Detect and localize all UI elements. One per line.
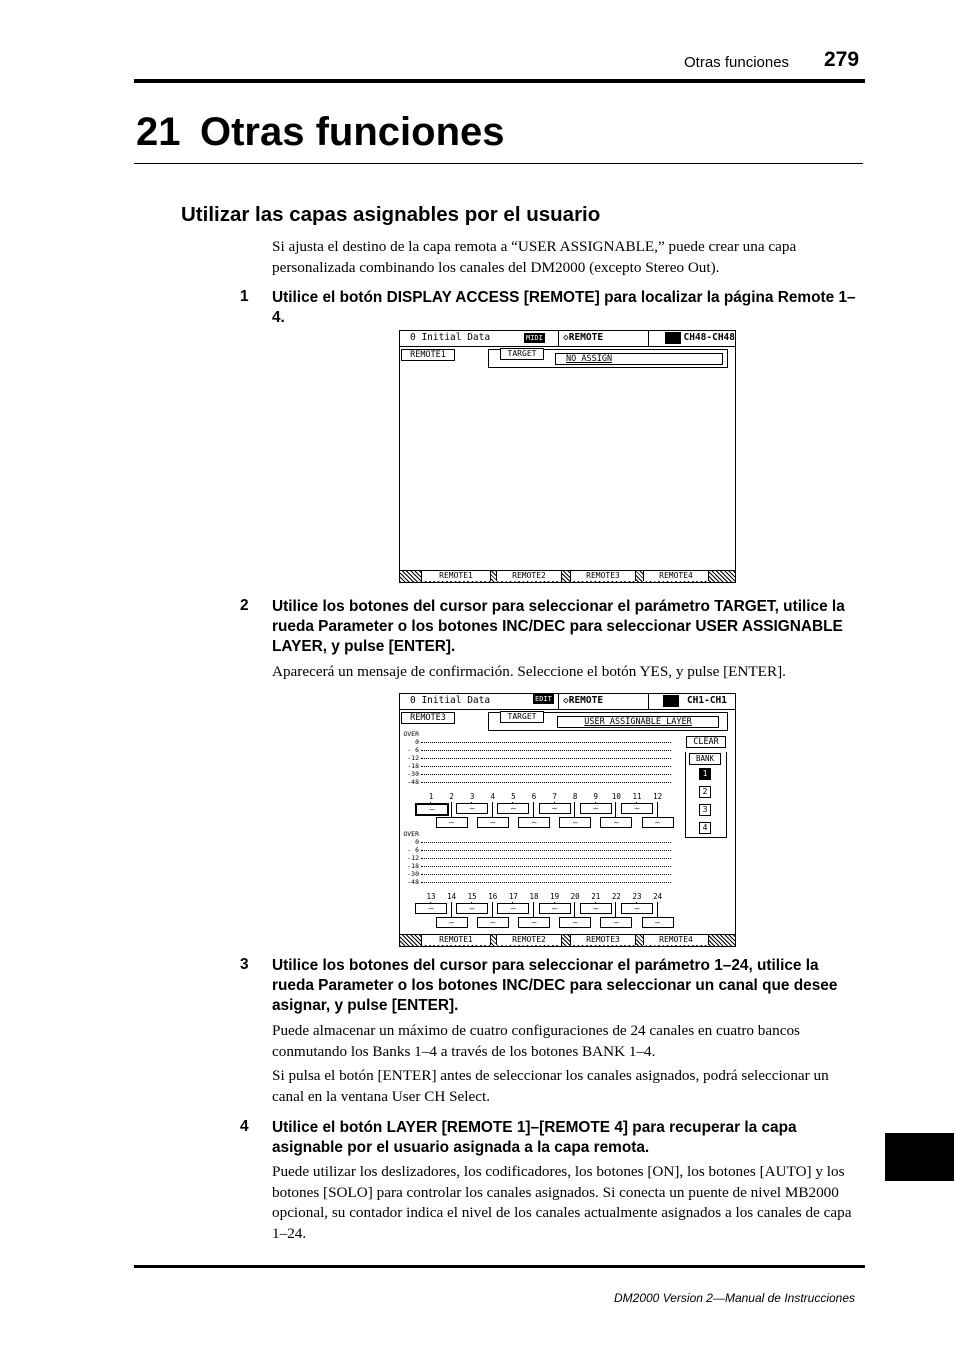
slot-connector: [657, 902, 658, 917]
clear-button[interactable]: CLEAR: [686, 736, 726, 748]
channel-number: 6: [531, 792, 537, 801]
slot-connector: [636, 802, 637, 804]
channel-number: 4: [490, 792, 496, 801]
screen-title-bar: [400, 331, 735, 347]
bank-button-1[interactable]: 1: [699, 768, 711, 780]
fs-icon: [665, 332, 681, 344]
tab-remote3[interactable]: REMOTE3: [570, 935, 636, 945]
page-name: ◇REMOTE: [558, 331, 649, 346]
mode-badge: MIDI: [526, 334, 543, 342]
channel-number: 3: [469, 792, 475, 801]
chapter-number: 21: [136, 110, 181, 154]
slot-connector: [615, 802, 616, 817]
channel-number: 15: [467, 892, 477, 901]
channel-slot[interactable]: –: [477, 817, 509, 828]
channel-number: 11: [632, 792, 642, 801]
screen-title-bar: [400, 694, 735, 710]
channel-slot[interactable]: –: [415, 803, 449, 816]
step-number: 1: [240, 288, 249, 305]
bank-button-2[interactable]: 2: [699, 786, 711, 798]
channel-number: 9: [593, 792, 599, 801]
channel-label: CH1-CH1: [644, 694, 735, 709]
channel-number: 2: [449, 792, 454, 801]
header-rule: [134, 79, 865, 83]
channel-slot[interactable]: –: [580, 903, 612, 914]
channel-number: 5: [511, 792, 516, 801]
meter-scale-label: -18: [407, 762, 419, 770]
meter-gridline: [421, 874, 671, 875]
slot-connector: [451, 802, 452, 817]
channel-label: CH48-CH48: [644, 331, 736, 346]
slot-connector: [430, 802, 431, 804]
meter-scale-label: OVER: [403, 730, 419, 738]
channel-slot[interactable]: –: [518, 817, 550, 828]
slot-connector: [554, 802, 555, 804]
channel-number: 22: [611, 892, 621, 901]
tab-remote1[interactable]: REMOTE1: [421, 571, 491, 581]
meter-scale-label: OVER: [403, 830, 419, 838]
channel-number: 12: [653, 792, 663, 801]
scene-label: 0 Initial Data: [410, 695, 491, 706]
channel-slot[interactable]: –: [477, 917, 509, 928]
channel-slot[interactable]: –: [497, 803, 529, 814]
tab-remote2[interactable]: REMOTE2: [496, 935, 562, 945]
tab-bar: [400, 570, 735, 582]
step-number: 4: [240, 1118, 249, 1135]
chapter-thumb-tab: [885, 1133, 954, 1181]
tab-remote4[interactable]: REMOTE4: [643, 935, 709, 945]
channel-number: 8: [572, 792, 578, 801]
meter-gridline: [421, 742, 671, 743]
slot-connector: [512, 902, 513, 904]
meter-gridline: [421, 766, 671, 767]
step-note: Puede utilizar los deslizadores, los codificadores, los botones [ON], los botones [AUTO] y los botones [SOLO] para controlar los canales asignados. Si conecta un puente de nivel MB2000 opcional, su contador indica el nivel de los canales actualmente asignados a los canales de capa 1–24.: [272, 1163, 852, 1242]
footer-text: DM2000 Version 2—Manual de Instrucciones: [614, 1291, 856, 1305]
target-select[interactable]: NO ASSIGN: [555, 353, 723, 365]
channel-number: 24: [653, 892, 663, 901]
bank-button-3[interactable]: 3: [699, 804, 711, 816]
slot-connector: [554, 902, 555, 904]
step-text: Utilice el botón DISPLAY ACCESS [REMOTE] para localizar la página Remote 1–4.: [272, 289, 856, 326]
meter-scale-label: - 6: [407, 846, 419, 854]
channel-number: 21: [591, 892, 601, 901]
channel-number: 18: [529, 892, 539, 901]
meter-scale-label: -48: [407, 778, 419, 786]
target-select[interactable]: USER ASSIGNABLE LAYER: [557, 716, 719, 728]
tab-remote3[interactable]: REMOTE3: [570, 571, 636, 581]
slot-connector: [636, 902, 637, 904]
mode-badge: EDIT: [535, 695, 552, 703]
intro-paragraph: Si ajusta el destino de la capa remota a “USER ASSIGNABLE,” puede crear una capa personalizada combinando los canales del DM2000 (excepto Stereo Out).: [272, 238, 797, 276]
step-number: 2: [240, 597, 249, 614]
meter-gridline: [421, 882, 671, 883]
slot-connector: [574, 902, 575, 917]
channel-slot[interactable]: –: [600, 917, 632, 928]
layer-label: REMOTE1: [401, 349, 455, 361]
channel-number: 23: [632, 892, 642, 901]
slot-connector: [595, 802, 596, 804]
slot-connector: [492, 802, 493, 817]
slot-connector: [492, 902, 493, 917]
meter-gridline: [421, 782, 671, 783]
meter-scale-label: - 6: [407, 746, 419, 754]
channel-number: 7: [552, 792, 557, 801]
bank-label: BANK: [689, 753, 721, 765]
target-label: TARGET: [500, 348, 544, 360]
channel-slot[interactable]: –: [642, 817, 674, 828]
step-note: Puede almacenar un máximo de cuatro configuraciones de 24 canales en cuatro bancos conmutando los Banks 1–4 a través de los botones BANK 1–4.: [272, 1022, 800, 1060]
running-header-label: Otras funciones: [684, 54, 790, 71]
meter-gridline: [421, 858, 671, 859]
meter-gridline: [421, 850, 671, 851]
channel-number: 20: [570, 892, 580, 901]
channel-slot[interactable]: –: [600, 817, 632, 828]
meter-scale-label: -12: [407, 754, 419, 762]
channel-slot[interactable]: –: [436, 917, 468, 928]
slot-connector: [512, 802, 513, 804]
channel-slot[interactable]: –: [456, 803, 488, 814]
step-text: Utilice el botón LAYER [REMOTE 1]–[REMOTE 4] para recuperar la capa asignable por el usuario asignada a la capa remota.: [272, 1119, 797, 1156]
meter-scale-label: -12: [407, 854, 419, 862]
slot-connector: [533, 802, 534, 817]
chapter-rule: [134, 163, 863, 164]
channel-slot[interactable]: –: [518, 917, 550, 928]
slot-connector: [615, 902, 616, 917]
slot-connector: [451, 902, 452, 917]
tab-remote1[interactable]: REMOTE1: [421, 935, 491, 945]
meter-scale-label: -18: [407, 862, 419, 870]
meter-gridline: [421, 758, 671, 759]
page-name: ◇REMOTE: [558, 694, 649, 709]
channel-number: 13: [426, 892, 436, 901]
meter-scale-label: 0: [415, 738, 419, 746]
channel-slot[interactable]: –: [539, 903, 571, 914]
meter-gridline: [421, 774, 671, 775]
channel-slot[interactable]: –: [621, 903, 653, 914]
remote-screen-1: [399, 330, 736, 583]
meter-gridline: [421, 842, 671, 843]
channel-slot[interactable]: –: [580, 803, 612, 814]
step-note: Aparecerá un mensaje de confirmación. Seleccione el botón YES, y pulse [ENTER].: [272, 663, 786, 680]
page-number: 279: [824, 48, 860, 71]
slot-connector: [657, 802, 658, 817]
meter-scale-label: -30: [407, 770, 419, 778]
channel-slot[interactable]: –: [456, 903, 488, 914]
step-number: 3: [240, 956, 249, 973]
channel-slot[interactable]: –: [415, 903, 447, 914]
channel-number: 19: [550, 892, 560, 901]
layer-label: REMOTE3: [401, 712, 455, 724]
meter-scale-label: -48: [407, 878, 419, 886]
step-note: Si pulsa el botón [ENTER] antes de seleccionar los canales asignados, podrá seleccionar un canal en la ventana User CH Select.: [272, 1067, 829, 1105]
remote-screen-2: [399, 693, 736, 947]
slot-connector: [533, 902, 534, 917]
step-text: Utilice los botones del cursor para seleccionar el parámetro 1–24, utilice la rueda Parameter o los botones INC/DEC para seleccionar un canal que desee asignar, y pulse [ENTER].: [272, 957, 838, 1014]
channel-number: 14: [447, 892, 457, 901]
channel-slot[interactable]: –: [539, 803, 571, 814]
slot-connector: [471, 802, 472, 804]
footer-rule: [134, 1265, 865, 1268]
meter-scale-label: 0: [415, 838, 419, 846]
channel-slot[interactable]: –: [436, 817, 468, 828]
meter-gridline: [421, 750, 671, 751]
slot-connector: [595, 902, 596, 904]
channel-number: 1: [428, 792, 434, 801]
tab-bar: [400, 934, 735, 946]
bank-button-4[interactable]: 4: [699, 822, 711, 834]
channel-number: 17: [508, 892, 518, 901]
tab-remote2[interactable]: REMOTE2: [496, 571, 562, 581]
channel-slot[interactable]: –: [621, 803, 653, 814]
fs-icon: [663, 695, 679, 707]
slot-connector: [430, 902, 431, 904]
chapter-heading: [136, 110, 505, 155]
step-text: Utilice los botones del cursor para seleccionar el parámetro TARGET, utilice la rueda Parameter o los botones INC/DEC para seleccionar USER ASSIGNABLE LAYER, y pulse [ENTER].: [272, 598, 845, 655]
channel-slot[interactable]: –: [559, 917, 591, 928]
channel-number: 10: [611, 792, 621, 801]
target-label: TARGET: [500, 711, 544, 723]
meter-gridline: [421, 866, 671, 867]
channel-slot[interactable]: –: [642, 917, 674, 928]
tab-remote4[interactable]: REMOTE4: [643, 571, 709, 581]
channel-number: 16: [488, 892, 498, 901]
chapter-title: Otras funciones: [200, 110, 505, 154]
slot-connector: [471, 902, 472, 904]
meter-scale-label: -30: [407, 870, 419, 878]
slot-connector: [574, 802, 575, 817]
scene-label: 0 Initial Data: [410, 332, 491, 343]
channel-slot[interactable]: –: [559, 817, 591, 828]
section-title: Utilizar las capas asignables por el usuario: [181, 203, 601, 226]
channel-slot[interactable]: –: [497, 903, 529, 914]
